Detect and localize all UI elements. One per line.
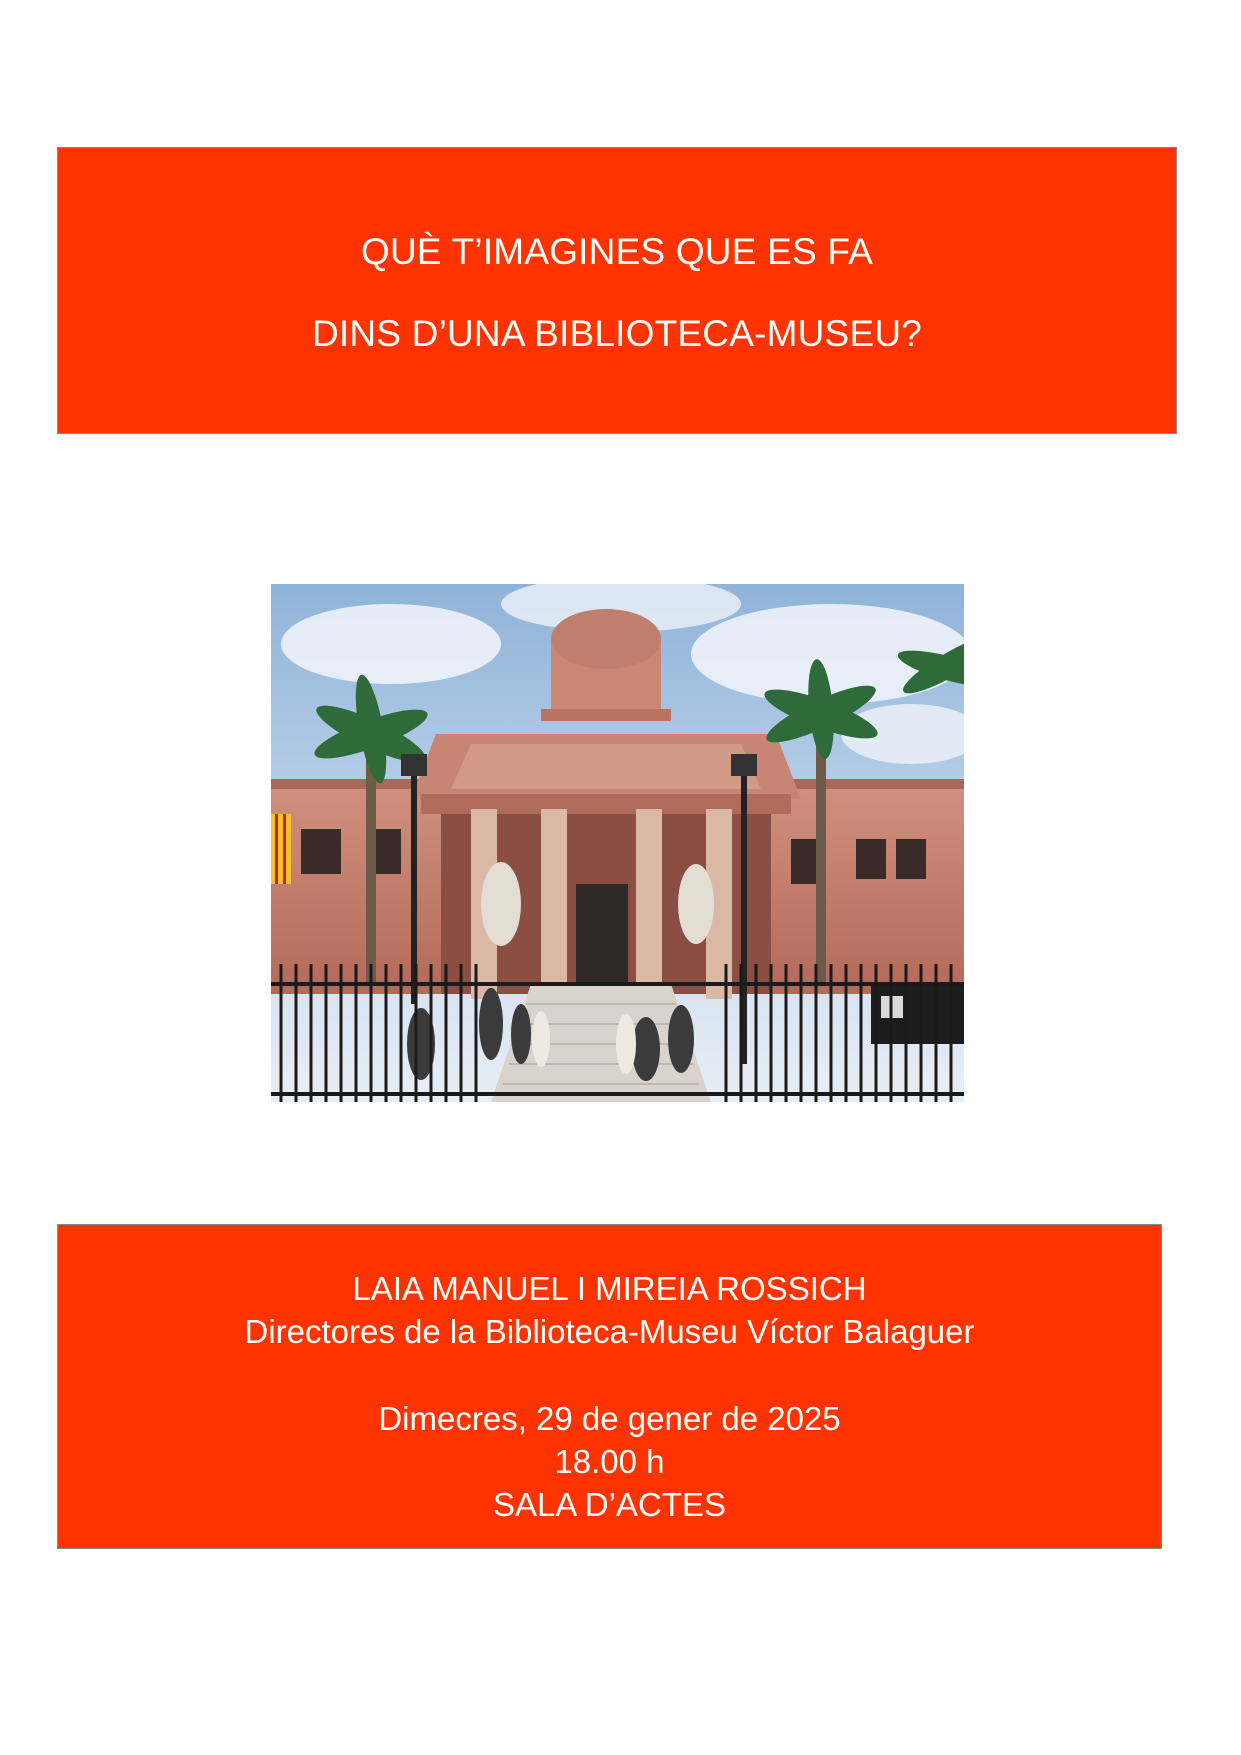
title-line-2: DINS D’UNA BIBLIOTECA-MUSEU? <box>311 313 923 354</box>
title-line-1: QUÈ T’IMAGINES QUE ES FA <box>361 231 873 272</box>
library-museum-photo <box>271 584 964 1102</box>
speakers-role: Directores de la Biblioteca-Museu Víctor Balaguer <box>244 1313 975 1350</box>
speakers: LAIA MANUEL I MIREIA ROSSICH <box>352 1270 867 1307</box>
event-date: Dimecres, 29 de gener de 2025 <box>378 1400 841 1437</box>
event-time: 18.00 h <box>554 1443 665 1480</box>
title-banner <box>57 147 1177 434</box>
event-info-banner <box>57 1224 1162 1549</box>
event-venue: SALA D’ACTES <box>493 1486 726 1523</box>
